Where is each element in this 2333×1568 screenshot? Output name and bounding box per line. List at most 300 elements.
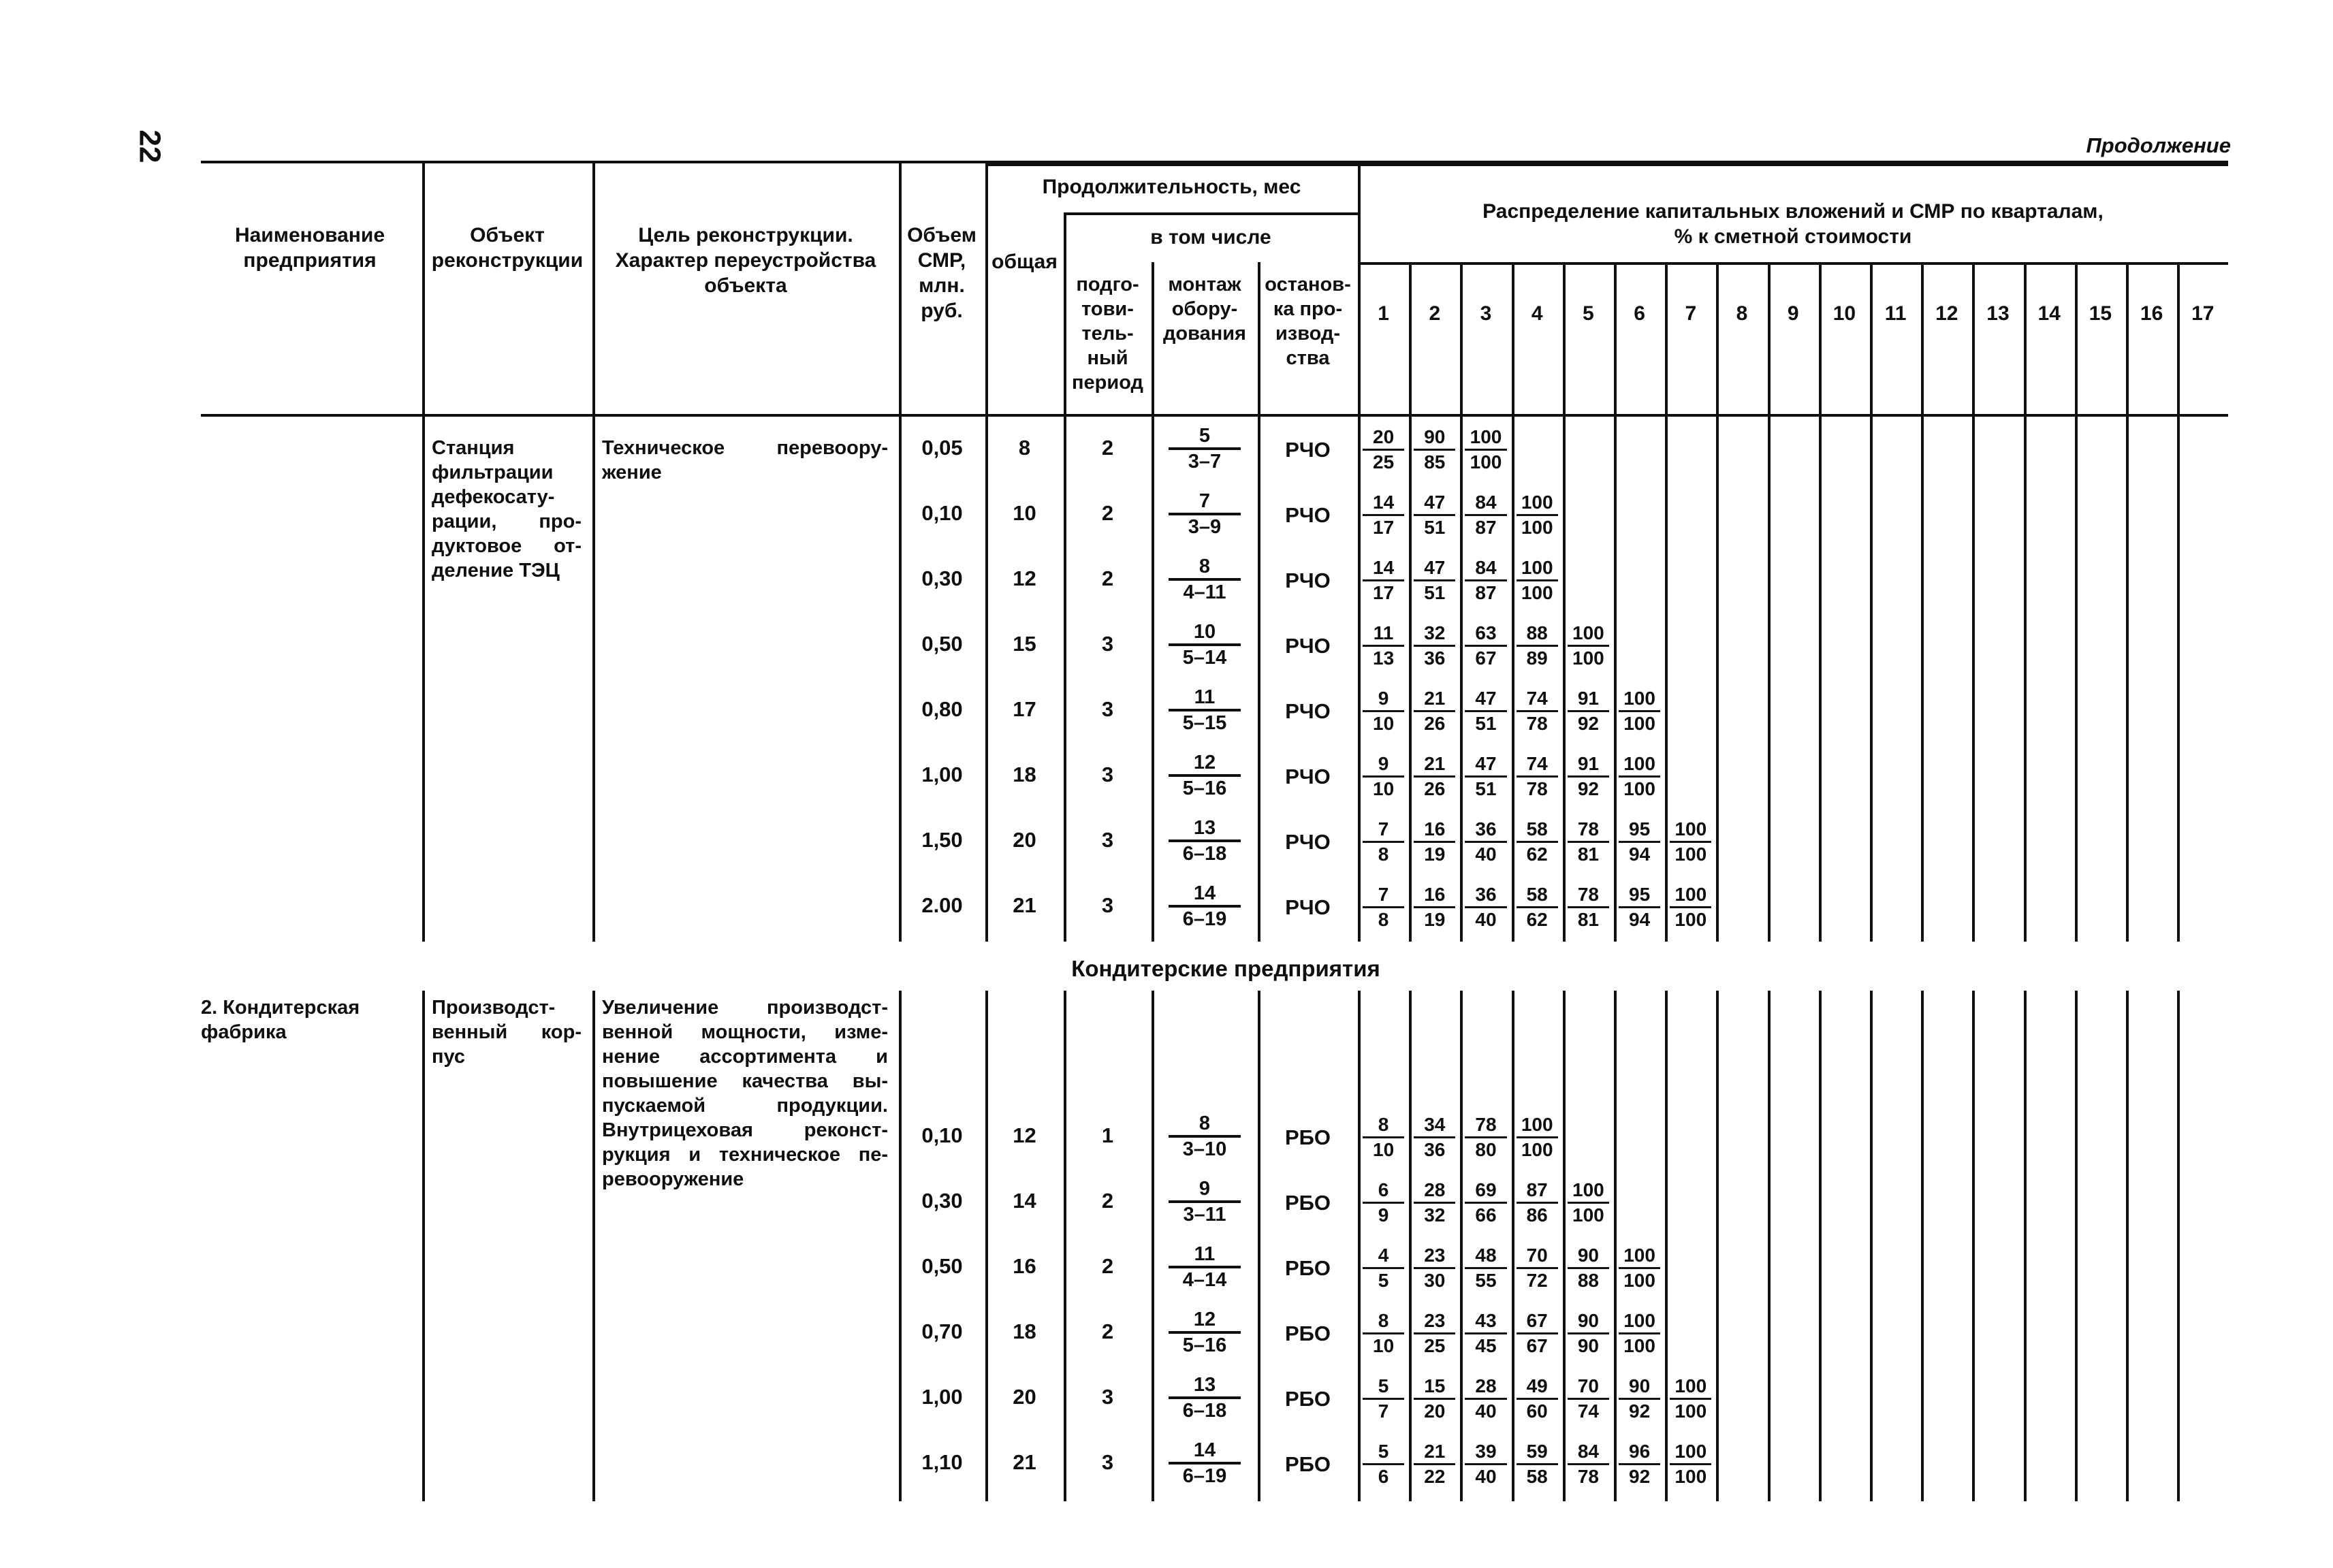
quarter-header-13: 13 [1986,302,2010,325]
quarter-header-4: 4 [1531,302,1543,325]
section1-row-6-quarter-5 [1568,752,1609,801]
section1-row-7-quarter-1 [1363,818,1404,866]
section2-row-6-quarter-1 [1363,1440,1404,1488]
section1-row-5-quarter-1 [1363,687,1404,735]
quarter-header-12: 12 [1935,302,1958,325]
quarter-divider [1614,414,1617,942]
section2-row-3-stop: РБО [1284,1256,1331,1280]
quarter-divider [1614,262,1617,414]
quarter-header-3: 3 [1480,302,1492,325]
section1-row-7-quarter-4 [1517,818,1558,866]
section1-row-8-quarter-3 [1465,883,1506,931]
quarter-divider [2024,414,2027,942]
quarter-value-numerator: 20 [1363,426,1404,451]
quarter-value-denominator: 100 [1521,1139,1553,1160]
quarter-header-16: 16 [2140,302,2163,325]
section2-row-4-quarter-5 [1568,1309,1609,1358]
header-production-stop: останов- ка про- извод- ства [1265,274,1351,369]
installation-numerator: 11 [1169,686,1241,711]
section2-row-6-stop: РБО [1284,1452,1331,1476]
section2-row-5-stop: РБО [1284,1387,1331,1411]
quarter-divider [1819,414,1822,942]
section2-row-5-quarter-3 [1465,1375,1506,1423]
section2-row-3-prep: 2 [1101,1254,1114,1278]
quarter-value-numerator: 78 [1568,883,1609,908]
quarter-value-numerator: 100 [1670,1440,1711,1465]
quarter-value-denominator: 6 [1378,1466,1389,1487]
quarter-divider [2075,991,2078,1501]
section1-row-8-quarter-7 [1670,883,1711,931]
section2-title: Кондитерские предприятия [1071,956,1380,981]
section1-row-3-quarter-3 [1465,556,1506,605]
quarter-value-denominator: 25 [1424,1335,1446,1356]
section1-row-4-quarter-5 [1568,622,1609,670]
column-divider [422,414,425,942]
section1-row-1-prep: 2 [1101,436,1114,460]
quarter-value-numerator: 100 [1670,883,1711,908]
quarter-value-denominator: 22 [1424,1466,1446,1487]
installation-denominator: 6–19 [1182,1465,1227,1487]
quarter-value-denominator: 9 [1378,1204,1389,1226]
section2-row-1-installation [1169,1112,1241,1161]
quarter-value-denominator: 62 [1526,909,1548,930]
header-purpose: Цель реконструкции. Характер переустройства объекта [615,224,876,297]
section2-row-5-installation [1169,1373,1241,1422]
quarter-value-numerator: 91 [1568,752,1609,778]
quarter-value-denominator: 72 [1526,1270,1548,1291]
quarter-value-numerator: 28 [1414,1179,1455,1204]
quarter-value-numerator: 58 [1517,883,1558,908]
section2-row-4-total: 18 [1013,1319,1036,1343]
quarter-value-denominator: 100 [1675,909,1707,930]
quarter-value-numerator: 47 [1414,491,1455,516]
installation-numerator: 13 [1169,1373,1241,1399]
quarter-value-denominator: 88 [1577,1270,1599,1291]
quarter-value-denominator: 26 [1424,713,1446,734]
section2-row-4-quarter-4 [1517,1309,1558,1358]
section2-row-6-quarter-5 [1568,1440,1609,1488]
header-object: Объект реконструкции [431,224,584,272]
quarter-divider [1512,414,1514,942]
section1-row-8-quarter-4 [1517,883,1558,931]
quarter-value-numerator: 100 [1568,622,1609,647]
section1-row-1-volume: 0,05 [921,436,963,460]
continuation-label: Продолжение [2086,133,2231,157]
quarter-divider [1563,414,1566,942]
quarter-value-numerator: 21 [1414,687,1455,712]
quarter-divider [1921,991,1924,1501]
quarter-value-numerator: 23 [1414,1244,1455,1269]
quarter-header-5: 5 [1583,302,1594,325]
section2-row-5-volume: 1,00 [921,1385,963,1409]
quarter-value-numerator: 95 [1619,818,1660,843]
section2-row-3-total: 16 [1013,1254,1036,1278]
section2-row-1-quarter-3 [1465,1113,1506,1162]
section1-object: Станция фильтрации дефекосату-рации, про-дуктовое от-деление ТЭЦ [432,437,582,581]
quarter-value-numerator: 78 [1465,1113,1506,1138]
installation-numerator: 7 [1169,490,1241,515]
quarter-value-numerator: 100 [1517,1113,1558,1138]
column-divider [422,161,425,414]
section1-row-6-volume: 1,00 [921,763,963,786]
quarter-value-numerator: 8 [1363,1113,1404,1138]
quarter-divider [2024,991,2027,1501]
section1-row-3-quarter-4 [1517,556,1558,605]
section1-row-8-prep: 3 [1101,893,1114,917]
quarter-value-denominator: 92 [1629,1466,1651,1487]
quarter-value-numerator: 4 [1363,1244,1404,1269]
section1-row-8-quarter-5 [1568,883,1609,931]
section2-row-4-quarter-1 [1363,1309,1404,1358]
quarter-value-numerator: 14 [1363,556,1404,581]
section1-row-3-volume: 0,30 [921,566,963,590]
quarter-value-numerator: 47 [1414,556,1455,581]
quarter-divider [2075,414,2078,942]
section2-row-2-quarter-5 [1568,1179,1609,1227]
quarter-value-numerator: 95 [1619,883,1660,908]
quarter-divider [2075,262,2078,414]
section2-row-6-quarter-3 [1465,1440,1506,1488]
quarter-divider [1819,262,1822,414]
section1-row-2-prep: 2 [1101,501,1114,525]
section2-row-4-volume: 0,70 [921,1319,963,1343]
section1-row-6-total: 18 [1013,763,1036,786]
section2-row-2-volume: 0,30 [921,1189,963,1213]
quarter-value-numerator: 48 [1465,1244,1506,1269]
section1-row-2-quarter-2 [1414,491,1455,539]
header-installation: монтаж обору- дования [1163,274,1246,345]
quarter-value-numerator: 90 [1568,1309,1609,1334]
section1-purpose: Техническое перевоору-жение [602,437,888,483]
section1-row-3-prep: 2 [1101,566,1114,590]
quarter-value-numerator: 87 [1517,1179,1558,1204]
quarter-value-numerator: 16 [1414,818,1455,843]
quarter-value-numerator: 7 [1363,818,1404,843]
header-prep-period: подго- тови- тель- ный период [1072,274,1143,394]
section2-row-1-quarter-2 [1414,1113,1455,1162]
quarter-header-15: 15 [2089,302,2112,325]
quarter-value-denominator: 45 [1475,1335,1497,1356]
quarter-value-numerator: 5 [1363,1440,1404,1465]
quarter-value-denominator: 40 [1475,909,1497,930]
header-enterprise: Наименование предприятия [234,224,385,272]
quarter-value-denominator: 55 [1475,1270,1497,1291]
quarter-value-denominator: 67 [1475,647,1497,669]
section1-row-6-stop: РЧО [1285,765,1331,788]
quarter-value-denominator: 85 [1424,451,1446,473]
section2-enterprise: 2. Кондитерская фабрика [201,997,360,1043]
section1-row-7-quarter-3 [1465,818,1506,866]
quarter-value-denominator: 60 [1526,1401,1548,1422]
quarter-value-denominator: 100 [1675,1401,1707,1422]
quarter-header-14: 14 [2037,302,2061,325]
quarter-divider [1716,991,1719,1501]
section2-row-3-quarter-3 [1465,1244,1506,1292]
installation-denominator: 6–18 [1182,1400,1227,1422]
quarter-value-denominator: 86 [1526,1204,1548,1226]
quarter-value-denominator: 51 [1475,778,1497,799]
quarter-value-numerator: 9 [1363,752,1404,778]
quarter-value-numerator: 43 [1465,1309,1506,1334]
quarter-value-denominator: 100 [1572,647,1604,669]
section2-row-6-quarter-4 [1517,1440,1558,1488]
quarter-value-numerator: 100 [1670,818,1711,843]
quarter-value-numerator: 14 [1363,491,1404,516]
quarter-divider [1665,991,1668,1501]
quarter-value-denominator: 51 [1424,517,1446,538]
section1-row-5-quarter-4 [1517,687,1558,735]
quarter-divider [1409,991,1412,1501]
section1-row-3-total: 12 [1013,566,1036,590]
section1-row-7-quarter-6 [1619,818,1660,866]
quarter-divider [1972,414,1975,942]
column-divider [899,991,902,1501]
quarter-value-denominator: 25 [1373,451,1395,473]
quarter-value-denominator: 92 [1577,778,1599,799]
section2-row-2-stop: РБО [1284,1191,1331,1215]
installation-numerator: 8 [1169,555,1241,581]
section1-row-2-total: 10 [1013,501,1036,525]
quarter-value-numerator: 23 [1414,1309,1455,1334]
quarter-value-numerator: 36 [1465,883,1506,908]
quarter-value-denominator: 78 [1526,713,1548,734]
installation-numerator: 8 [1169,1112,1241,1138]
column-divider [985,991,988,1501]
installation-denominator: 3–7 [1188,451,1222,473]
section2-row-1-stop: РБО [1284,1125,1331,1149]
quarter-divider [1768,414,1771,942]
quarter-divider [1614,991,1617,1501]
quarter-value-numerator: 34 [1414,1113,1455,1138]
quarter-value-numerator: 90 [1414,426,1455,451]
quarter-divider [1870,414,1873,942]
quarter-header-6: 6 [1634,302,1645,325]
section2-row-5-quarter-4 [1517,1375,1558,1423]
quarter-value-numerator: 11 [1363,622,1404,647]
column-divider [1152,991,1154,1501]
quarter-value-numerator: 100 [1568,1179,1609,1204]
quarter-divider [2126,991,2129,1501]
column-divider [1258,414,1260,942]
section2-row-1-prep: 1 [1101,1123,1114,1147]
section1-row-6-quarter-3 [1465,752,1506,801]
quarter-value-numerator: 70 [1568,1375,1609,1400]
section2-row-4-stop: РБО [1284,1322,1331,1345]
quarter-divider [1870,991,1873,1501]
page-number: 22 [133,129,167,163]
quarter-value-numerator: 69 [1465,1179,1506,1204]
section1-row-7-quarter-7 [1670,818,1711,866]
column-divider [1258,991,1260,1501]
installation-numerator: 5 [1169,424,1241,450]
quarter-value-denominator: 36 [1424,1139,1446,1160]
section2-row-6-quarter-7 [1670,1440,1711,1488]
installation-numerator: 12 [1169,751,1241,777]
installation-numerator: 14 [1169,1439,1241,1465]
quarter-value-numerator: 28 [1465,1375,1506,1400]
section2-row-6-prep: 3 [1101,1450,1114,1474]
quarter-value-denominator: 5 [1378,1270,1389,1291]
section1-row-8-installation [1169,882,1241,931]
section2-row-1-volume: 0,10 [921,1123,963,1147]
section1-row-1-quarter-3 [1465,426,1506,474]
section1-row-6-quarter-4 [1517,752,1558,801]
section2-row-3-installation [1169,1243,1241,1292]
quarter-divider [1460,262,1463,414]
installation-denominator: 5–16 [1182,778,1227,799]
quarter-value-numerator: 91 [1568,687,1609,712]
quarter-value-numerator: 100 [1619,687,1660,712]
section2-row-5-quarter-6 [1619,1375,1660,1423]
quarter-divider [1716,262,1719,414]
quarter-value-denominator: 51 [1424,582,1446,603]
header-bottom-rule [201,414,2228,417]
quarter-value-numerator: 47 [1465,687,1506,712]
quarter-value-denominator: 19 [1424,909,1446,930]
quarter-divider [1972,262,1975,414]
quarter-value-denominator: 81 [1577,909,1599,930]
quarter-value-denominator: 100 [1623,1270,1655,1291]
quarter-value-denominator: 87 [1475,582,1497,603]
header-line [1064,212,1358,215]
section2-purpose: Увеличение производст-венной мощности, изме-нение ассортимента и повышение качества вы-пускаемой продукции. Внутрицеховая реконст-рукция и техническое пе-ревооружение [602,997,888,1190]
installation-denominator: 4–11 [1183,581,1226,603]
section1-row-4-quarter-4 [1517,622,1558,670]
quarter-divider [2126,414,2129,942]
header-total: общая [991,251,1058,273]
section2-row-3-quarter-4 [1517,1244,1558,1292]
quarter-divider [1921,414,1924,942]
section1-row-3-quarter-2 [1414,556,1455,605]
quarter-value-numerator: 100 [1619,1244,1660,1269]
header-volume: Объем СМР, млн. руб. [907,224,977,322]
column-divider [592,414,595,942]
section1-row-1-stop: РЧО [1285,438,1331,462]
section2-row-3-quarter-2 [1414,1244,1455,1292]
quarter-value-denominator: 8 [1378,909,1389,930]
section1-row-2-quarter-3 [1465,491,1506,539]
quarter-value-numerator: 100 [1517,556,1558,581]
section1-row-7-volume: 1,50 [921,828,963,852]
quarter-value-denominator: 19 [1424,844,1446,865]
column-divider [899,414,902,942]
quarter-value-denominator: 26 [1424,778,1446,799]
header-including: в том числе [1150,226,1271,249]
quarter-value-denominator: 8 [1378,844,1389,865]
section2-row-5-quarter-5 [1568,1375,1609,1423]
column-divider [1358,414,1361,942]
column-divider [985,414,988,942]
quarter-value-denominator: 81 [1577,844,1599,865]
section1-row-7-stop: РЧО [1285,830,1331,854]
section1-row-4-quarter-2 [1414,622,1455,670]
quarter-value-numerator: 15 [1414,1375,1455,1400]
quarter-divider [1409,262,1412,414]
quarter-value-numerator: 21 [1414,752,1455,778]
section1-row-5-installation [1169,686,1241,735]
quarter-value-numerator: 9 [1363,687,1404,712]
column-divider [592,161,595,414]
quarter-value-numerator: 74 [1517,687,1558,712]
quarter-divider [1460,414,1463,942]
section1-row-8-total: 21 [1013,893,1036,917]
quarter-value-numerator: 74 [1517,752,1558,778]
installation-numerator: 11 [1169,1243,1241,1268]
section2-row-3-volume: 0,50 [921,1254,963,1278]
quarter-divider [1460,991,1463,1501]
section2-row-6-quarter-6 [1619,1440,1660,1488]
section2-row-4-quarter-2 [1414,1309,1455,1358]
section1-row-8-stop: РЧО [1285,895,1331,919]
section1-row-5-quarter-3 [1465,687,1506,735]
section1-row-1-quarter-2 [1414,426,1455,474]
section1-row-5-total: 17 [1013,697,1036,721]
quarter-divider [1870,262,1873,414]
section1-row-7-quarter-2 [1414,818,1455,866]
header-duration: Продолжительность, мес [1042,176,1301,198]
quarter-value-denominator: 30 [1424,1270,1446,1291]
quarter-value-numerator: 90 [1568,1244,1609,1269]
quarter-divider [1972,991,1975,1501]
quarter-divider [1768,262,1771,414]
quarter-value-denominator: 78 [1577,1466,1599,1487]
quarter-value-numerator: 78 [1568,818,1609,843]
quarter-value-denominator: 100 [1623,713,1655,734]
section1-row-1-total: 8 [1018,436,1031,460]
quarter-value-denominator: 17 [1373,582,1395,603]
quarter-value-numerator: 39 [1465,1440,1506,1465]
section2-row-5-total: 20 [1013,1385,1036,1409]
column-divider [1064,991,1066,1501]
quarter-divider [2126,262,2129,414]
installation-numerator: 12 [1169,1308,1241,1334]
section1-row-2-volume: 0,10 [921,501,963,525]
installation-denominator: 3–11 [1183,1204,1226,1226]
quarter-divider [1819,991,1822,1501]
section1-row-8-quarter-2 [1414,883,1455,931]
quarter-value-numerator: 90 [1619,1375,1660,1400]
quarter-value-denominator: 87 [1475,517,1497,538]
quarter-divider [2177,414,2180,942]
installation-denominator: 5–16 [1182,1334,1227,1356]
quarter-value-denominator: 40 [1475,844,1497,865]
section1-row-4-volume: 0,50 [921,632,963,656]
column-divider [422,991,425,1501]
section2-row-2-total: 14 [1013,1189,1036,1213]
section1-row-3-quarter-1 [1363,556,1404,605]
section2-row-2-quarter-4 [1517,1179,1558,1227]
quarter-value-denominator: 92 [1629,1401,1651,1422]
quarter-value-denominator: 58 [1526,1466,1548,1487]
quarter-value-denominator: 7 [1378,1401,1389,1422]
installation-numerator: 10 [1169,620,1241,646]
quarter-value-numerator: 96 [1619,1440,1660,1465]
header-distribution: Распределение капитальных вложений и СМР по кварталам, % к сметной стоимости [1482,200,2104,248]
section1-row-4-total: 15 [1013,632,1036,656]
installation-numerator: 14 [1169,882,1241,908]
quarter-divider [1665,262,1668,414]
installation-denominator: 6–18 [1182,843,1227,865]
column-divider [1152,414,1154,942]
quarter-value-denominator: 10 [1373,713,1395,734]
section2-row-5-quarter-2 [1414,1375,1455,1423]
section2-row-1-quarter-4 [1517,1113,1558,1162]
installation-denominator: 6–19 [1182,908,1227,930]
column-divider [592,991,595,1501]
section1-row-7-total: 20 [1013,828,1036,852]
section2-row-4-prep: 2 [1101,1319,1114,1343]
quarter-value-denominator: 94 [1629,844,1651,865]
